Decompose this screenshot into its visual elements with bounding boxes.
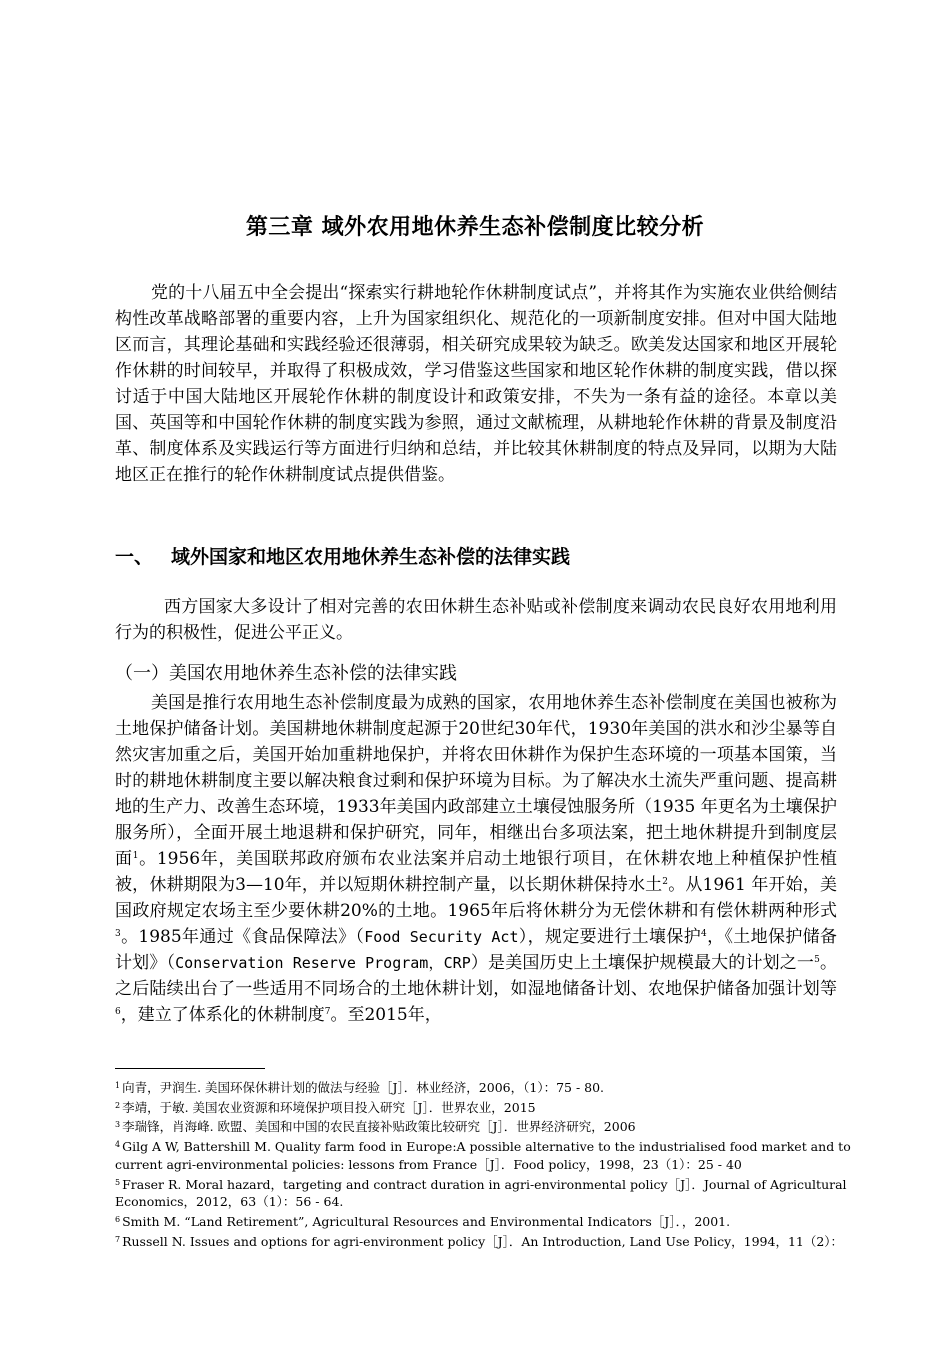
footnote-ref[interactable]: 5 xyxy=(814,955,820,965)
footnote-2: $^2$ 李靖，于敏. 美国农业资源和环境保护项目投入研究［J］．世界农业，2015 xyxy=(115,1099,536,1115)
footnote-5-cont: Economics，2012，63（1）：56 - 64. xyxy=(115,1194,344,1210)
footnote-5: $^5$ Fraser R. Moral hazard，targeting and contract duration in agri-environmental policy［J］．Journal of Agricultural xyxy=(115,1176,847,1192)
footnote-ref[interactable]: 1 xyxy=(132,851,139,861)
footnote-divider xyxy=(115,1068,265,1069)
section-intro-paragraph: 西方国家大多设计了相对完善的农田休耕生态补贴或补偿制度来调动农民良好农用地利用行为的积极性，促进公平正义。 xyxy=(115,597,837,643)
footnote-ref[interactable]: 7 xyxy=(324,1007,331,1017)
footnote-4: $^4$ Gilg A W, Battershill M. Quality farm food in Europe:A possible alternative to the industrialised food market and to xyxy=(115,1139,851,1155)
footnote-ref[interactable]: 2 xyxy=(662,877,669,887)
footnote-1: $^1$ 向青，尹润生. 美国环保休耕计划的做法与经验［J］．林业经济，2006，（1）：75 - 80. xyxy=(115,1080,605,1095)
footnote-7: $^7$ Russell N. Issues and options for agri-environment policy［J］．An Introduction, Land Use Policy，1994，11（2）： xyxy=(115,1233,844,1249)
footnote-ref[interactable]: 3 xyxy=(115,929,121,939)
section-number: 一、 xyxy=(115,546,154,568)
footnote-ref[interactable]: 6 xyxy=(115,1007,121,1017)
chapter-title: 第三章 域外农用地休养生态补偿制度比较分析 xyxy=(245,215,705,240)
us-practice-paragraph: 美国是推行农用地生态补偿制度最为成熟的国家，农用地休养生态补偿制度在美国也被称为土地保护储备计划。美国耕地休耕制度起源于20世纪30年代，1930年美国的洪水和沙尘暴等自然灾害加重之后，美国开始加重耕地保护，并将农田休耕作为保护生态环境的一项基本国策，当时的耕地休耕制度主要以解决粮食过剩和保护环境为目标。为了解决水土流失严重问题、提高耕地的生产力、改善生态环境，1933年美国内政部建立土壤侵蚀服务所（1935 年更名为土壤保护服务所），全面开展土地退耕和保护研究，同年，相继出台多项法案，把土地休耕提升到制度层面$^1$。1956年，美国联邦政府颁布农业法案并启动土地银行项目，在休耕农地上种植保护性植被，休耕期限为3—10年，并以短期休耕控制产量，以长期休耕保持水土$^2$。从1961 年开始，美国政府规定农场主至少要休耕20%的土地。1965年后将休耕分为无偿休耕和有偿休耕两种形式$^3$。1985年通过《食品保障法》（Food Security Act），规定要进行土壤保护$^4$，《土地保护储备计划》（Conservation Reserve Program，CRP）是美国历史上土壤保护规模最大的计划之一$^5$。之后陆续出台了一些适用不同场合的土地休耕计划，如湿地储备计划、农地保护储备加强计划等$^6$，建立了体系化的休耕制度$^7$。至2015年， xyxy=(115,693,838,1025)
section-heading xyxy=(115,542,570,569)
section-title: 域外国家和地区农用地休养生态补偿的法律实践 xyxy=(171,546,571,568)
footnote-ref[interactable]: 4 xyxy=(701,929,707,939)
subsection-heading: （一）美国农用地休养生态补偿的法律实践 xyxy=(115,663,457,684)
footnote-6: $^6$ Smith M. “Land Retirement”, Agricultural Resources and Environmental Indicators［J］．，2001. xyxy=(115,1213,731,1229)
footnote-3: $^3$ 李瑞锋，肖海峰. 欧盟、美国和中国的农民直接补贴政策比较研究［J］．世界经济研究，2006 xyxy=(115,1119,636,1135)
intro-paragraph: 党的十八届五中全会提出“探索实行耕地轮作休耕制度试点”，并将其作为实施农业供给侧结构性改革战略部署的重要内容，上升为国家组织化、规范化的一项新制度安排。但对中国大陆地区而言，其理论基础和实践经验还很薄弱，相关研究成果较为缺乏。欧美发达国家和地区开展轮作休耕的时间较早，并取得了积极成效，学习借鉴这些国家和地区轮作休耕的制度实践，借以探讨适于中国大陆地区开展轮作休耕的制度设计和政策安排，不失为一条有益的途径。本章以美国、英国等和中国轮作休耕的制度实践为参照，通过文献梳理，从耕地轮作休耕的背景及制度沿革、制度体系及实践运行等方面进行归纳和总结，并比较其休耕制度的特点及异同，以期为大陆地区正在推行的轮作休耕制度试点提供借鉴。 xyxy=(115,283,837,485)
footnote-4-cont: current agri-environmental policies: lessons from France［J］．Food policy，1998，23（1）：25 - 40 xyxy=(115,1156,742,1172)
footnotes xyxy=(115,1077,851,1250)
